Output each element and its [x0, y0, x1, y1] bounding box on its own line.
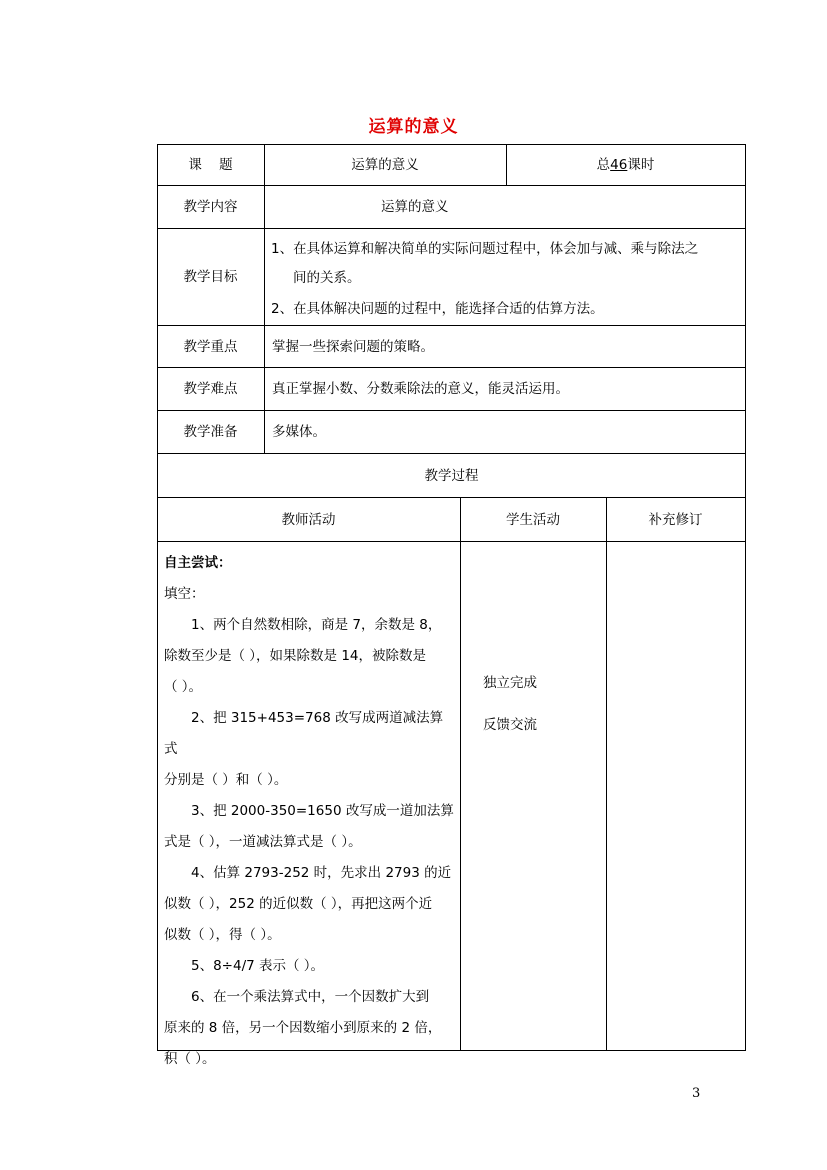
ke-ti-value: 运算的意义: [351, 157, 419, 173]
exercise-line: 除数至少是（ ），如果除数是 14，被除数是: [164, 648, 427, 664]
exercise-line: （ ）。: [164, 679, 203, 695]
goal-line-2: 间的关系。: [293, 270, 361, 286]
row-divider: [157, 325, 746, 326]
teacher-activity-content: [164, 548, 456, 1075]
process-heading: 教学过程: [424, 468, 479, 484]
lesson-plan-table: [157, 144, 746, 1067]
content-label: 教学内容: [183, 199, 238, 215]
fill-blank-label: 填空：: [164, 586, 205, 602]
page-title: 运算的意义: [368, 117, 459, 137]
student-activity-line-1: 独立完成: [483, 675, 537, 691]
goal-line-3: 2、在具体解决问题的过程中，能选择合适的估算方法。: [271, 301, 604, 317]
table-border-right: [745, 144, 746, 1051]
row-divider: [157, 541, 746, 542]
exercise-line: 6、在一个乘法算式中，一个因数扩大到: [191, 989, 430, 1005]
exercise-line: 5、8÷4/7 表示（ ）。: [191, 958, 325, 974]
ke-ti-label: 课 题: [188, 157, 233, 173]
exercise-line: 积（ ）。: [164, 1051, 216, 1067]
prep-value: 多媒体。: [272, 424, 326, 440]
exercise-line: 式是（ ），一道减法算式是（ ）。: [164, 834, 362, 850]
exercise-line: 似数（ ），252 的近似数（ ），再把这两个近: [164, 896, 433, 912]
exercise-line: 2、把 315+453=768 改写成两道减法算式: [164, 710, 444, 757]
total-suffix: 课时: [627, 157, 655, 173]
difficulty-value: 真正掌握小数、分数乘除法的意义，能灵活运用。: [272, 381, 569, 397]
row-divider: [157, 228, 746, 229]
self-attempt-heading: 自主尝试：: [164, 555, 232, 571]
notes-header: 补充修订: [648, 512, 703, 528]
difficulty-label: 教学难点: [183, 381, 238, 397]
row-divider: [157, 497, 746, 498]
label-column-divider: [264, 144, 265, 453]
table-border-top: [157, 144, 746, 145]
exercise-line: 似数（ ），得（ ）。: [164, 927, 281, 943]
exercise-line: 1、两个自然数相除，商是 7，余数是 8，: [191, 617, 442, 633]
student-column-divider: [606, 497, 607, 1051]
student-activity-header: 学生活动: [506, 512, 560, 528]
exercise-line: 3、把 2000-350=1650 改写成一道加法算: [191, 803, 454, 819]
total-lessons: [506, 155, 745, 175]
teacher-activity-header: 教师活动: [281, 512, 336, 528]
prep-label: 教学准备: [183, 424, 238, 440]
goal-label: 教学目标: [183, 269, 238, 285]
row-divider: [157, 185, 746, 186]
student-activity-line-2: 反馈交流: [483, 717, 537, 733]
key-point-label: 教学重点: [183, 339, 238, 355]
key-point-value: 掌握一些探索问题的策略。: [272, 339, 434, 355]
content-value: 运算的意义: [381, 199, 449, 215]
total-number: 46: [610, 157, 628, 173]
page-number: 3: [692, 1086, 701, 1101]
row-divider: [157, 453, 746, 454]
teacher-column-divider: [460, 497, 461, 1051]
exercise-line: 分别是（ ）和（ ）。: [164, 772, 288, 788]
row-divider: [157, 410, 746, 411]
total-prefix: 总: [596, 157, 611, 173]
row-divider: [157, 367, 746, 368]
exercise-line: 原来的 8 倍，另一个因数缩小到原来的 2 倍，: [164, 1020, 442, 1036]
goal-line-1: 1、在具体运算和解决简单的实际问题过程中，体会加与减、乘与除法之: [271, 241, 699, 257]
exercise-line: 4、估算 2793-252 时，先求出 2793 的近: [191, 865, 452, 881]
